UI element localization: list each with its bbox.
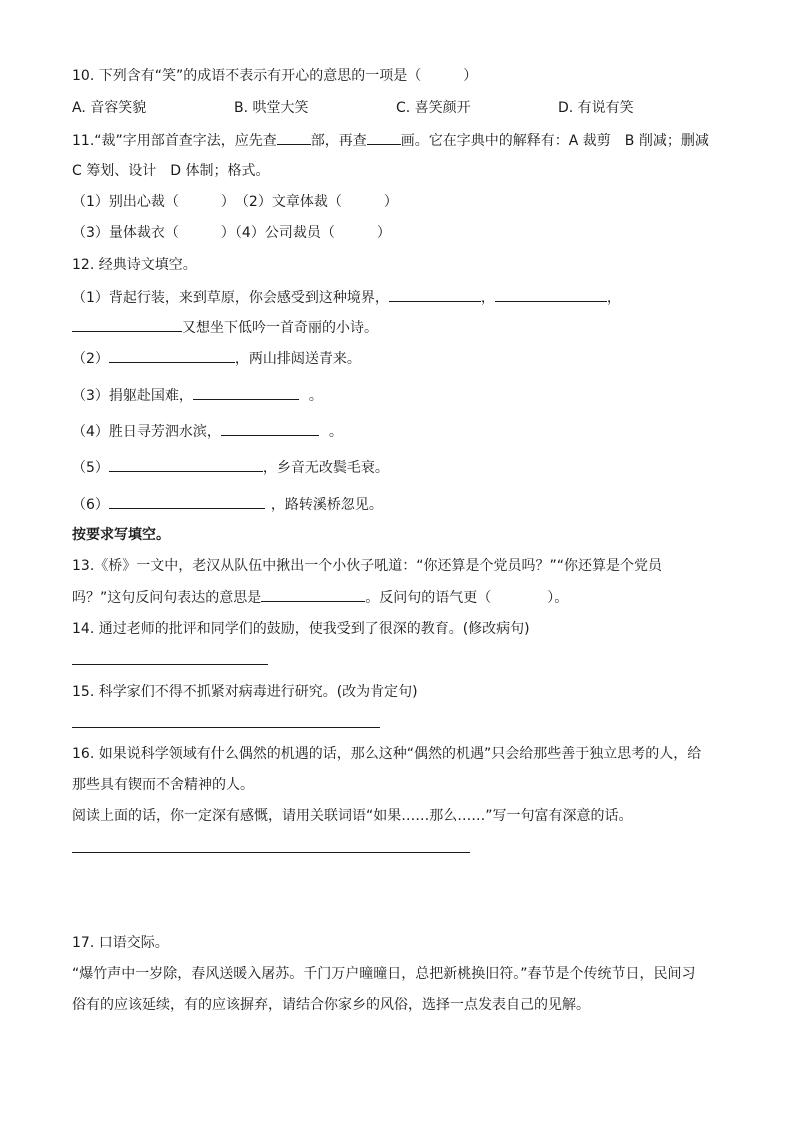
q12-item-2-text: ，两山排闼送青来。 [234, 351, 361, 367]
q12-item-5-text: ，乡音无改鬓毛衰。 [262, 460, 389, 476]
q13-line-2 [72, 587, 568, 608]
q11-text-part3: 画。它在字典中的解释有：A 裁剪 B 削减；删减 [400, 133, 709, 149]
q11-strokes-blank[interactable] [367, 130, 401, 145]
q17-line-1: “爆竹声中一岁除，春风送暖入屠苏。千门万户曈曈日，总把新桃换旧符。”春节是个传统节日，民间习 [72, 966, 696, 982]
q11-radical-blank[interactable] [277, 130, 311, 145]
q12-item-3 [72, 385, 323, 406]
q12-item-6-num: （6） [72, 497, 109, 513]
q12-item-5 [72, 457, 389, 478]
q12-item-6-text: ，路转溪桥忽见。 [270, 497, 383, 513]
q16-line-1: 16. 如果说科学领域有什么偶然的机遇的话，那么这种“偶然的机遇”只会给那些善于独立思考的人，给 [72, 746, 702, 762]
q11-row-1[interactable]: （1）别出心裁（ ） （2）文章体裁（ ） [72, 194, 398, 210]
q12-item-4 [72, 421, 343, 442]
q17-title: 17. 口语交际。 [72, 935, 169, 951]
q12-item-1-tail: 又想坐下低吟一首奇丽的小诗。 [182, 320, 378, 336]
q12-item-6 [72, 494, 383, 515]
q16-line-2: 那些具有锲而不舍精神的人。 [72, 777, 254, 793]
q10-option-d[interactable]: D. 有说有笑 [558, 100, 634, 116]
q12-item-2-blank[interactable] [109, 348, 235, 363]
q14-answer-line[interactable] [72, 664, 268, 665]
q12-item-3-text: （3）捐躯赴国难， [72, 388, 193, 404]
q13-line-1: 13.《桥》一文中，老汉从队伍中揪出一个小伙子吼道：“你还算是个党员吗？”“你还算是个党员 [72, 558, 663, 574]
q12-title: 12. 经典诗文填空。 [72, 257, 197, 273]
q12-item-1-comma: ， [480, 290, 495, 306]
q13-tone-text[interactable]: 。反问句的语气更（ ）。 [365, 590, 569, 606]
q11-row-2[interactable]: （3）量体裁衣（ ）（4）公司裁员（ ） [72, 225, 391, 241]
q12-item-2-num: （2） [72, 351, 109, 367]
q12-item-4-blank[interactable] [221, 421, 319, 436]
q16-line-3: 阅读上面的话，你一定深有感慨，请用关联词语“如果……那么……”写一句富有深意的话。 [72, 808, 633, 824]
q12-item-1-blank-1[interactable] [389, 287, 481, 302]
q11-text-part1: 11.“裁”字用部首查字法，应先查 [72, 133, 277, 149]
q11-stem [72, 130, 709, 151]
q14-stem: 14. 通过老师的批评和同学们的鼓励，使我受到了很深的教育。(修改病句) [72, 621, 530, 637]
q12-item-2 [72, 348, 361, 369]
q12-item-1 [72, 287, 621, 308]
q13-meaning-blank[interactable] [261, 587, 365, 602]
section-heading: 按要求写填空。 [72, 527, 170, 543]
q12-item-1-cont [72, 317, 378, 338]
q12-item-5-blank[interactable] [109, 457, 263, 472]
q12-item-3-period: 。 [308, 388, 323, 404]
q12-item-1-text: （1）背起行装，来到草原，你会感受到这种境界， [72, 290, 389, 306]
q12-item-1-blank-3[interactable] [72, 317, 182, 332]
q11-definitions: C 筹划、设计 D 体制；格式。 [72, 163, 270, 179]
q12-item-1-blank-2[interactable] [495, 287, 607, 302]
q12-item-3-blank[interactable] [193, 385, 299, 400]
q10-stem: 10. 下列含有“笑”的成语不表示有开心的意思的一项是（ ） [72, 68, 478, 84]
q16-answer-line[interactable] [72, 852, 470, 853]
q15-answer-line[interactable] [72, 727, 380, 728]
q10-option-a[interactable]: A. 音容笑貌 [72, 100, 147, 116]
q12-item-4-text: （4）胜日寻芳泗水滨， [72, 424, 221, 440]
q10-option-b[interactable]: B. 哄堂大笑 [234, 100, 309, 116]
q10-option-c[interactable]: C. 喜笑颜开 [396, 100, 471, 116]
q11-text-part2: 部，再查 [310, 133, 367, 149]
q15-stem: 15. 科学家们不得不抓紧对病毒进行研究。(改为肯定句) [72, 684, 418, 700]
q12-item-5-num: （5） [72, 460, 109, 476]
q12-item-4-period: 。 [328, 424, 343, 440]
q12-item-1-comma-2: ， [606, 290, 621, 306]
q17-line-2: 俗有的应该延续，有的应该摒弃，请结合你家乡的风俗，选择一点发表自己的见解。 [72, 997, 590, 1013]
q12-item-6-blank[interactable] [109, 494, 265, 509]
q13-text: 吗？”这句反问句表达的意思是 [72, 590, 262, 606]
